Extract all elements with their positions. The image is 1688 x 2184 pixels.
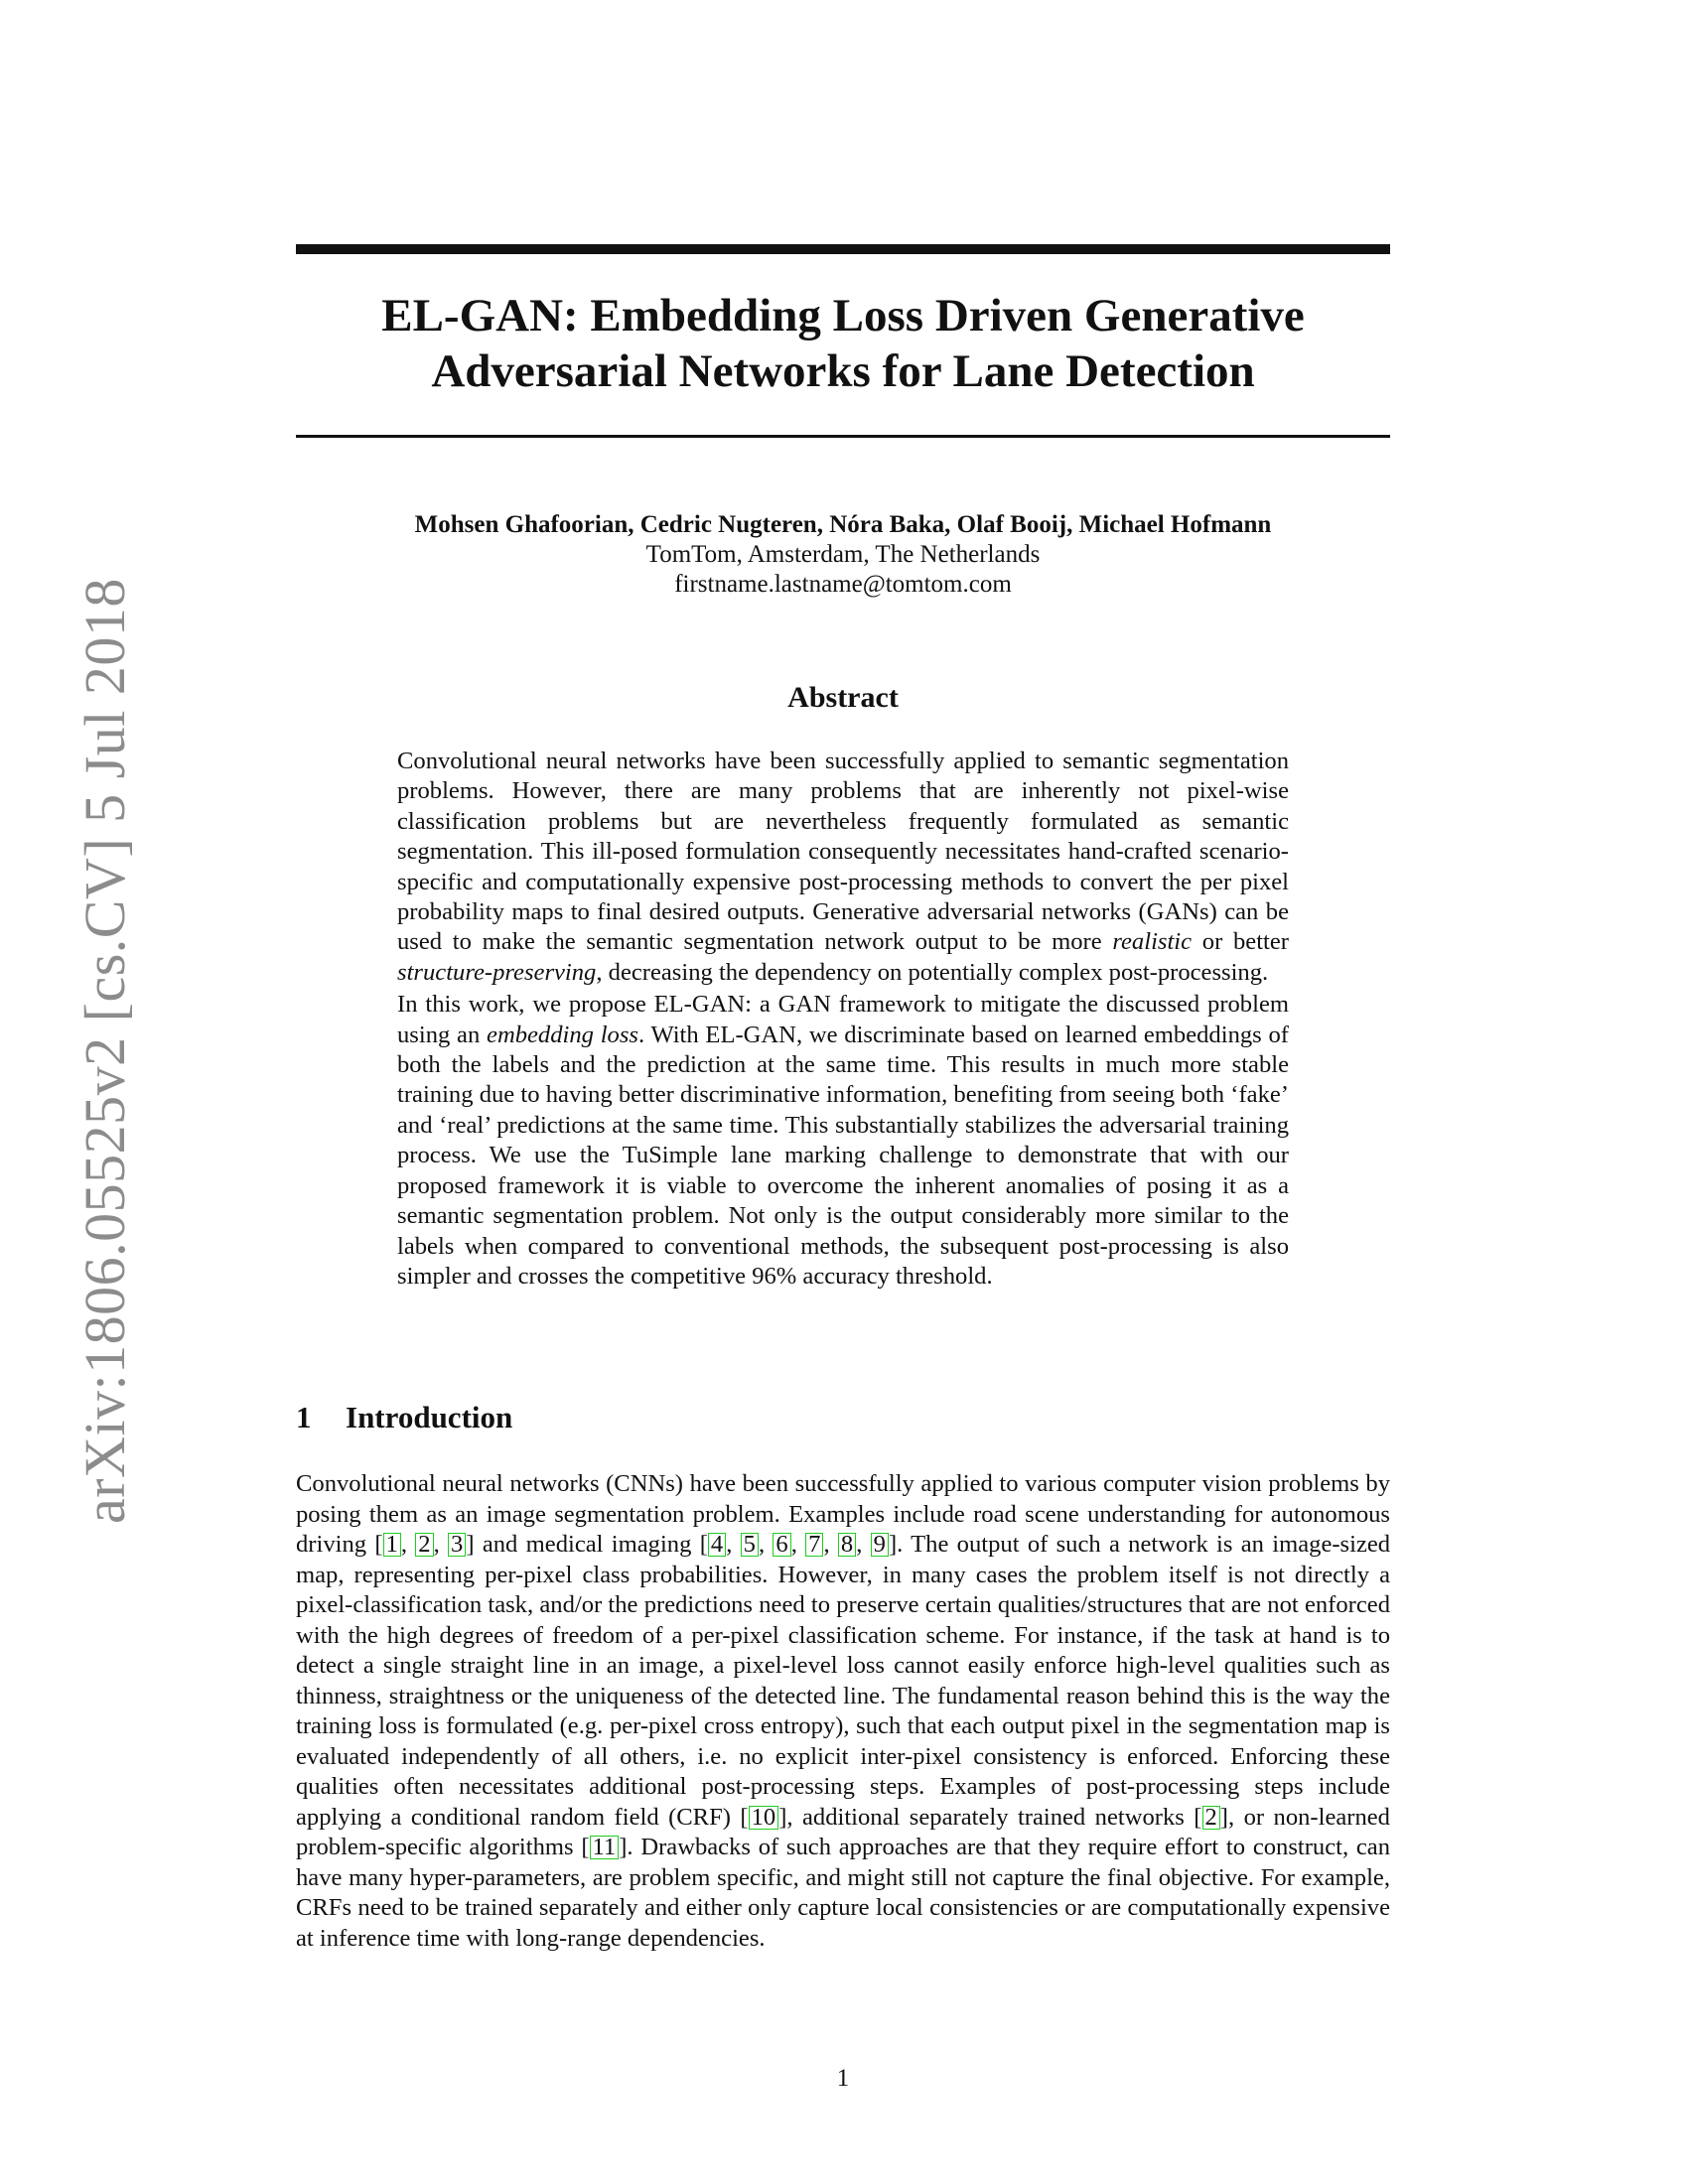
citation-link[interactable]: 4 — [708, 1533, 726, 1557]
author-email: firstname.lastname@tomtom.com — [674, 571, 1012, 598]
citation-link[interactable]: 3 — [448, 1533, 466, 1557]
citation-link[interactable]: 8 — [838, 1533, 856, 1557]
abstract-paragraph-2: In this work, we propose EL-GAN: a GAN framework to mitigate the discussed problem using an embedding loss. With EL-GAN, we discriminate based on learned embeddings of both the labels and the prediction at the same time. This results in much more stable training due to having better discriminative information, benefiting from seeing both ‘fake’ and ‘real’ predictions at the same time. This substantially stabilizes the adversarial training process. We use the TuSimple lane marking challenge to demonstrate that with our proposed framework it is viable to overcome the inherent anomalies of posing it as a semantic segmentation problem. Not only is the output considerably more similar to the labels when compared to conventional methods, the subsequent post-processing is also simpler and crosses the competitive 96% accuracy threshold. — [397, 991, 1289, 1290]
citation-link[interactable]: 6 — [773, 1533, 790, 1557]
author-affiliation: TomTom, Amsterdam, The Netherlands — [645, 541, 1041, 568]
citation-link[interactable]: 9 — [871, 1533, 889, 1557]
paper-title — [296, 288, 1390, 399]
title-line-2: Adversarial Networks for Lane Detection — [431, 345, 1255, 397]
abstract-paragraph-1: Convolutional neural networks have been successfully applied to semantic segmentation problems. However, there are many problems that are inherently not pixel-wise classification problems but are nevertheless frequently formulated as semantic segmentation. This ill-posed formulation consequently necessitates hand-crafted scenario-specific and computationally expensive post-processing methods to convert the per pixel probability maps to final desired outputs. Generative adversarial networks (GANs) can be used to make the semantic segmentation network output to be more realistic or better structure-preserving, decreasing the dependency on potentially complex post-processing. — [397, 748, 1289, 986]
citation-link[interactable]: 7 — [805, 1533, 823, 1557]
abstract-body — [397, 747, 1289, 1294]
citation-link[interactable]: 10 — [749, 1806, 779, 1830]
abstract-heading: Abstract — [787, 681, 899, 714]
citation-link[interactable]: 11 — [590, 1836, 620, 1859]
citation-link[interactable]: 2 — [415, 1533, 433, 1557]
introduction-paragraph: Convolutional neural networks (CNNs) have been successfully applied to various computer vision problems by posing them as an image segmentation problem. Examples include road scene understanding for autonomous driving [ 1 , 2 , 3 ] and medical imaging [ 4 , 5 , 6 , 7 , 8 , 9 ]. The output of such a network is an image-sized map, representing per-pixel class probabilities. However, in many cases the problem itself is not directly a pixel-classification task, and/or the predictions need to preserve certain qualities/structures that are not enforced with the high degrees of freedom of a per-pixel classification scheme. For instance, if the task at hand is to detect a single straight line in an image, a pixel-level loss cannot easily enforce high-level qualities such as thinness, straightness or the uniqueness of the detected line. The fundamental reason behind this is the way the training loss is formulated (e.g. per-pixel cross entropy), such that each output pixel in the segmentation map is evaluated independently of all others, i.e. no explicit inter-pixel consistency is enforced. Enforcing these qualities often necessitates additional post-processing steps. Examples of post-processing steps include applying a conditional random field (CRF) [ 10 ], additional separately trained networks [ 2 ], or non-learned problem-specific algorithms [ 11 ]. Drawbacks of such approaches are that they require effort to construct, can have many hyper-parameters, are problem specific, and might still not capture the final objective. For example, CRFs need to be trained separately and either only capture local consistencies or are computationally expensive at inference time with long-range dependencies. — [296, 1470, 1391, 1952]
author-names: Mohsen Ghafoorian, Cedric Nugteren, Nóra Baka, Olaf Booij, Michael Hofmann — [414, 511, 1272, 538]
title-bottom-rule — [296, 435, 1390, 438]
citation-link[interactable]: 5 — [741, 1533, 759, 1557]
author-block — [296, 510, 1390, 600]
introduction-body — [296, 1469, 1390, 1954]
section-title: Introduction — [346, 1400, 513, 1434]
citation-link[interactable]: 1 — [383, 1533, 401, 1557]
arxiv-identifier-stamp: arXiv:1806.05525v2 [cs.CV] 5 Jul 2018 — [72, 578, 137, 1524]
title-line-1: EL-GAN: Embedding Loss Driven Generative — [381, 290, 1305, 341]
section-heading-introduction — [296, 1400, 1390, 1435]
section-number: 1 — [296, 1400, 312, 1434]
page-number: 1 — [836, 2065, 850, 2092]
citation-link[interactable]: 2 — [1202, 1806, 1220, 1830]
title-top-rule — [296, 244, 1390, 254]
